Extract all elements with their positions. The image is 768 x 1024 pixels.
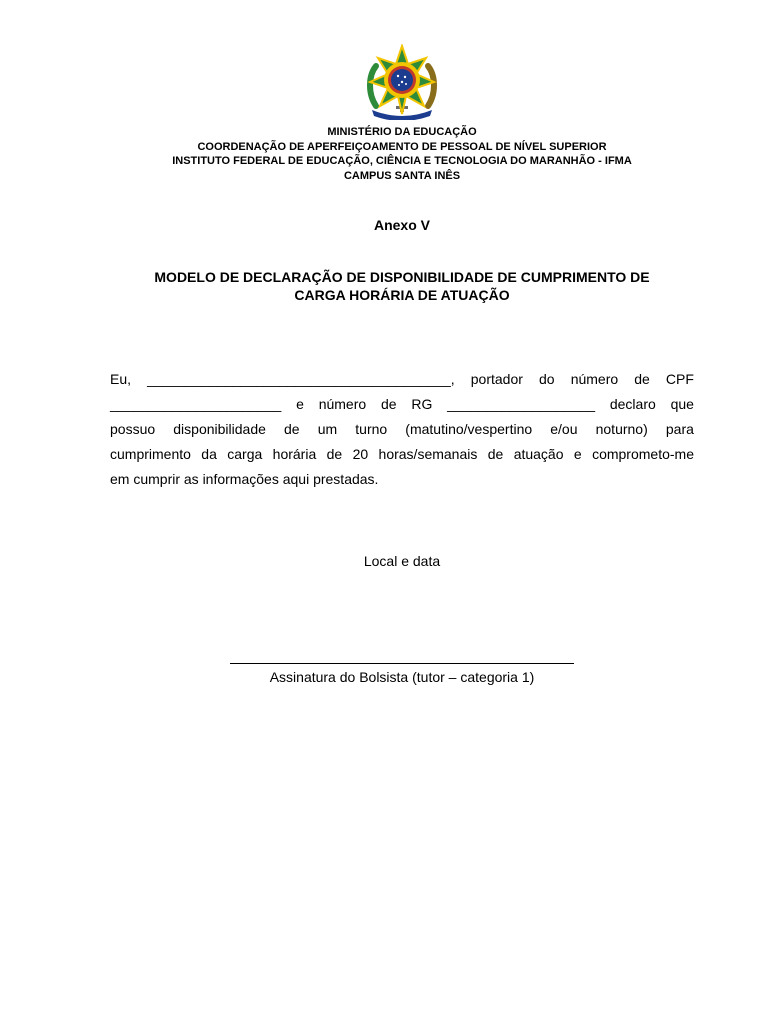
- word: cumprimento: [110, 446, 191, 462]
- word: para: [665, 421, 694, 437]
- paragraph-last-line: em cumprir as informações aqui prestadas.: [110, 471, 379, 487]
- header-campus: CAMPUS SANTA INÊS: [343, 169, 461, 182]
- paragraph-line: [110, 417, 694, 442]
- word: e/ou: [550, 421, 578, 437]
- word: portador: [470, 371, 523, 387]
- paragraph-line: [110, 392, 694, 417]
- word: de: [380, 396, 397, 412]
- declaration-paragraph: [110, 367, 694, 492]
- word: número: [318, 396, 367, 412]
- header-institute: INSTITUTO FEDERAL DE EDUCAÇÃO, CIÊNCIA E TECNOLOGIA DO MARANHÃO - IFMA: [172, 155, 632, 167]
- word: carga: [227, 446, 263, 462]
- paragraph-line: [110, 442, 694, 467]
- document-title-line-2: CARGA HORÁRIA DE ATUAÇÃO: [294, 287, 510, 303]
- word: do: [539, 371, 555, 387]
- word: turno: [355, 421, 388, 437]
- word: de: [634, 371, 650, 387]
- word: comprometo-me: [592, 446, 694, 462]
- document-title-line-1: MODELO DE DECLARAÇÃO DE DISPONIBILIDADE DE CUMPRIMENTO DE: [154, 269, 650, 285]
- word: que: [670, 396, 694, 412]
- header-coordination: COORDENAÇÃO DE APERFEIÇOAMENTO DE PESSOAL DE NÍVEL SUPERIOR: [197, 140, 607, 153]
- word: de: [326, 446, 343, 462]
- place-and-date: Local e data: [363, 553, 441, 569]
- cpf-blank: ______________________: [110, 396, 282, 412]
- name-blank: _______________________________________,: [147, 371, 455, 387]
- signature-label: Assinatura do Bolsista (tutor – categoria 1): [269, 669, 535, 685]
- word: CPF: [665, 371, 694, 387]
- word: de: [487, 446, 504, 462]
- word: Eu,: [110, 371, 132, 387]
- institution-header: [100, 125, 704, 183]
- paragraph-line: [110, 367, 694, 392]
- coat-of-arms-icon: [362, 44, 442, 120]
- word: 20: [352, 446, 369, 462]
- document-title: [100, 268, 704, 304]
- word: atuação: [513, 446, 564, 462]
- header-ministry: MINISTÉRIO DA EDUCAÇÃO: [327, 126, 477, 138]
- word: horária: [272, 446, 317, 462]
- word: um: [317, 421, 338, 437]
- rg-blank: ___________________: [447, 396, 596, 412]
- word: possuo: [110, 421, 156, 437]
- word: declaro: [609, 396, 656, 412]
- word: de: [284, 421, 300, 437]
- word: disponibilidade: [173, 421, 266, 437]
- signature-line: [230, 663, 574, 664]
- word: número: [570, 371, 619, 387]
- word: e: [573, 446, 582, 462]
- word: noturno): [595, 421, 648, 437]
- word: (matutino/vespertino: [405, 421, 533, 437]
- paragraph-line: [110, 467, 694, 492]
- word: horas/semanais: [378, 446, 478, 462]
- word: da: [201, 446, 217, 462]
- word: RG: [411, 396, 433, 412]
- word: e: [296, 396, 304, 412]
- annex-label: Anexo V: [373, 217, 430, 233]
